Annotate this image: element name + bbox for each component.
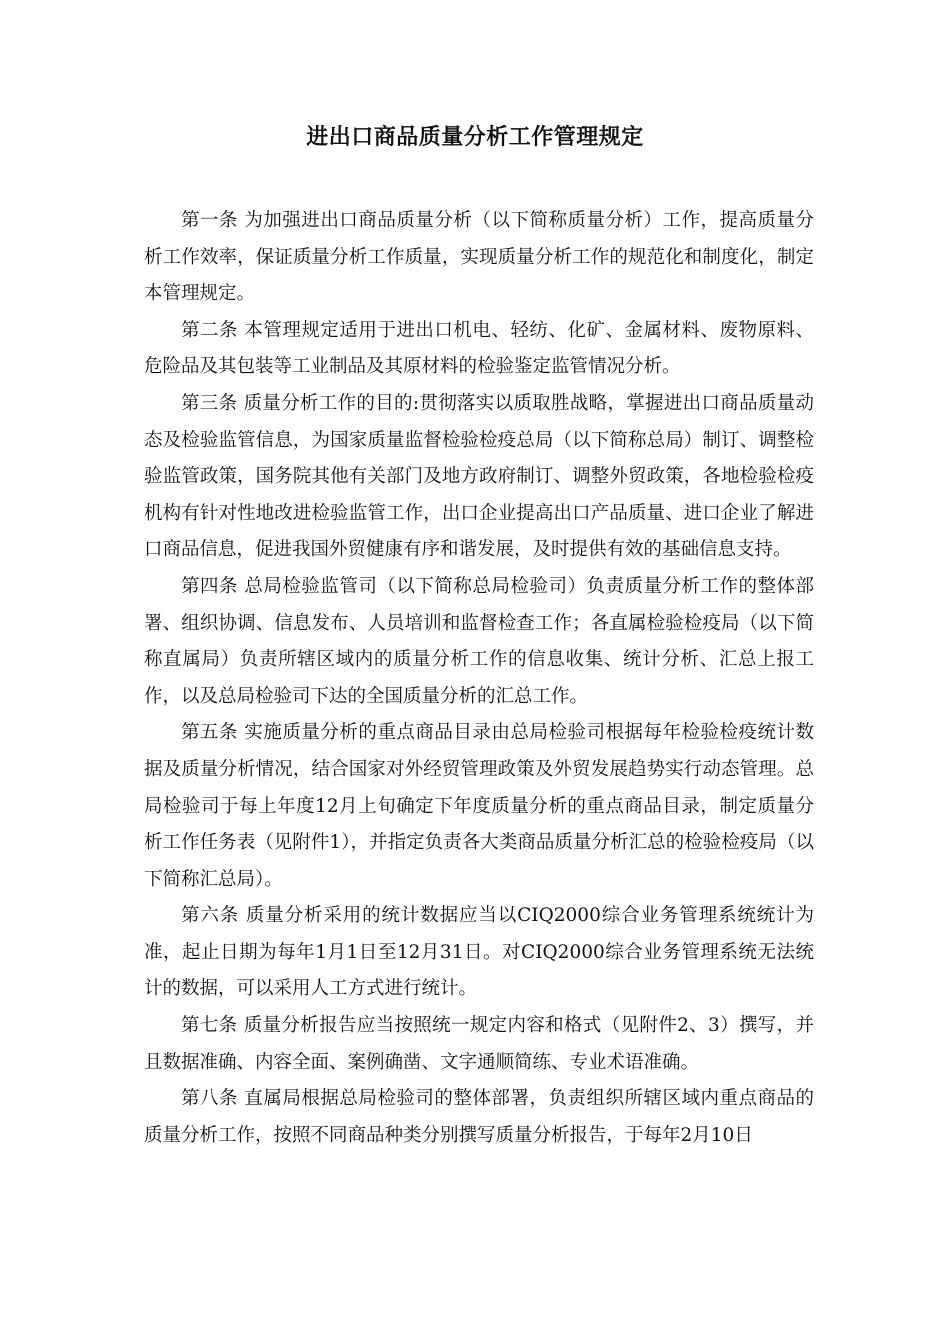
article-4-paragraph: 第四条 总局检验监管司（以下简称总局检验司）负责质量分析工作的整体部署、组织协调、信息发布、人员培训和监督检查工作；各直属检验检疫局（以下简称直属局）负责所辖区域内的质量分析工作的信息收集、统计分析、汇总上报工作，以及总局检验司下达的全国质量分析的汇总工作。 [144, 575, 814, 707]
article-5-paragraph: 第五条 实施质量分析的重点商品目录由总局检验司根据每年检验检疫统计数据及质量分析情况，结合国家对外经贸管理政策及外贸发展趋势实行动态管理。总局检验司于每上年度12月上旬确定下年度质量分析的重点商品目录，制定质量分析工作任务表（见附件1），并指定负责各大类商品质量分析汇总的检验检疫局（以下简称汇总局）。 [144, 722, 814, 890]
article-8-paragraph: 第八条 直属局根据总局检验司的整体部署，负责组织所辖区域内重点商品的质量分析工作，按照不同商品种类分别撰写质量分析报告，于每年2月10日 [144, 1088, 814, 1146]
article-2-paragraph: 第二条 本管理规定适用于进出口机电、轻纺、化矿、金属材料、废物原料、危险品及其包装等工业制品及其原材料的检验鉴定监管情况分析。 [144, 319, 814, 378]
document-title: 进出口商品质量分析工作管理规定 [306, 125, 644, 150]
article-3-paragraph: 第三条 质量分析工作的目的:贯彻落实以质取胜战略，掌握进出口商品质量动态及检验监管信息，为国家质量监督检验检疫总局（以下简称总局）制订、调整检验监管政策，国务院其他有关部门及地方政府制订、调整外贸政策，各地检验检疫机构有针对性地改进检验监管工作，出口企业提高出口产品质量、进口企业了解进口商品信息，促进我国外贸健康有序和谐发展，及时提供有效的基础信息支持。 [144, 392, 814, 561]
article-6-paragraph: 第六条 质量分析采用的统计数据应当以CIQ2000综合业务管理系统统计为准，起止日期为每年1月1日至12月31日。对CIQ2000综合业务管理系统无法统计的数据，可以采用人工方式进行统计。 [144, 905, 814, 1000]
article-1-paragraph: 第一条 为加强进出口商品质量分析（以下简称质量分析）工作，提高质量分析工作效率，保证质量分析工作质量，实现质量分析工作的规范化和制度化，制定本管理规定。 [144, 210, 814, 305]
document-body [144, 203, 814, 1154]
article-7-paragraph: 第七条 质量分析报告应当按照统一规定内容和格式（见附件2、3）撰写，并且数据准确、内容全面、案例确凿、文字通顺简练、专业术语准确。 [144, 1015, 814, 1073]
